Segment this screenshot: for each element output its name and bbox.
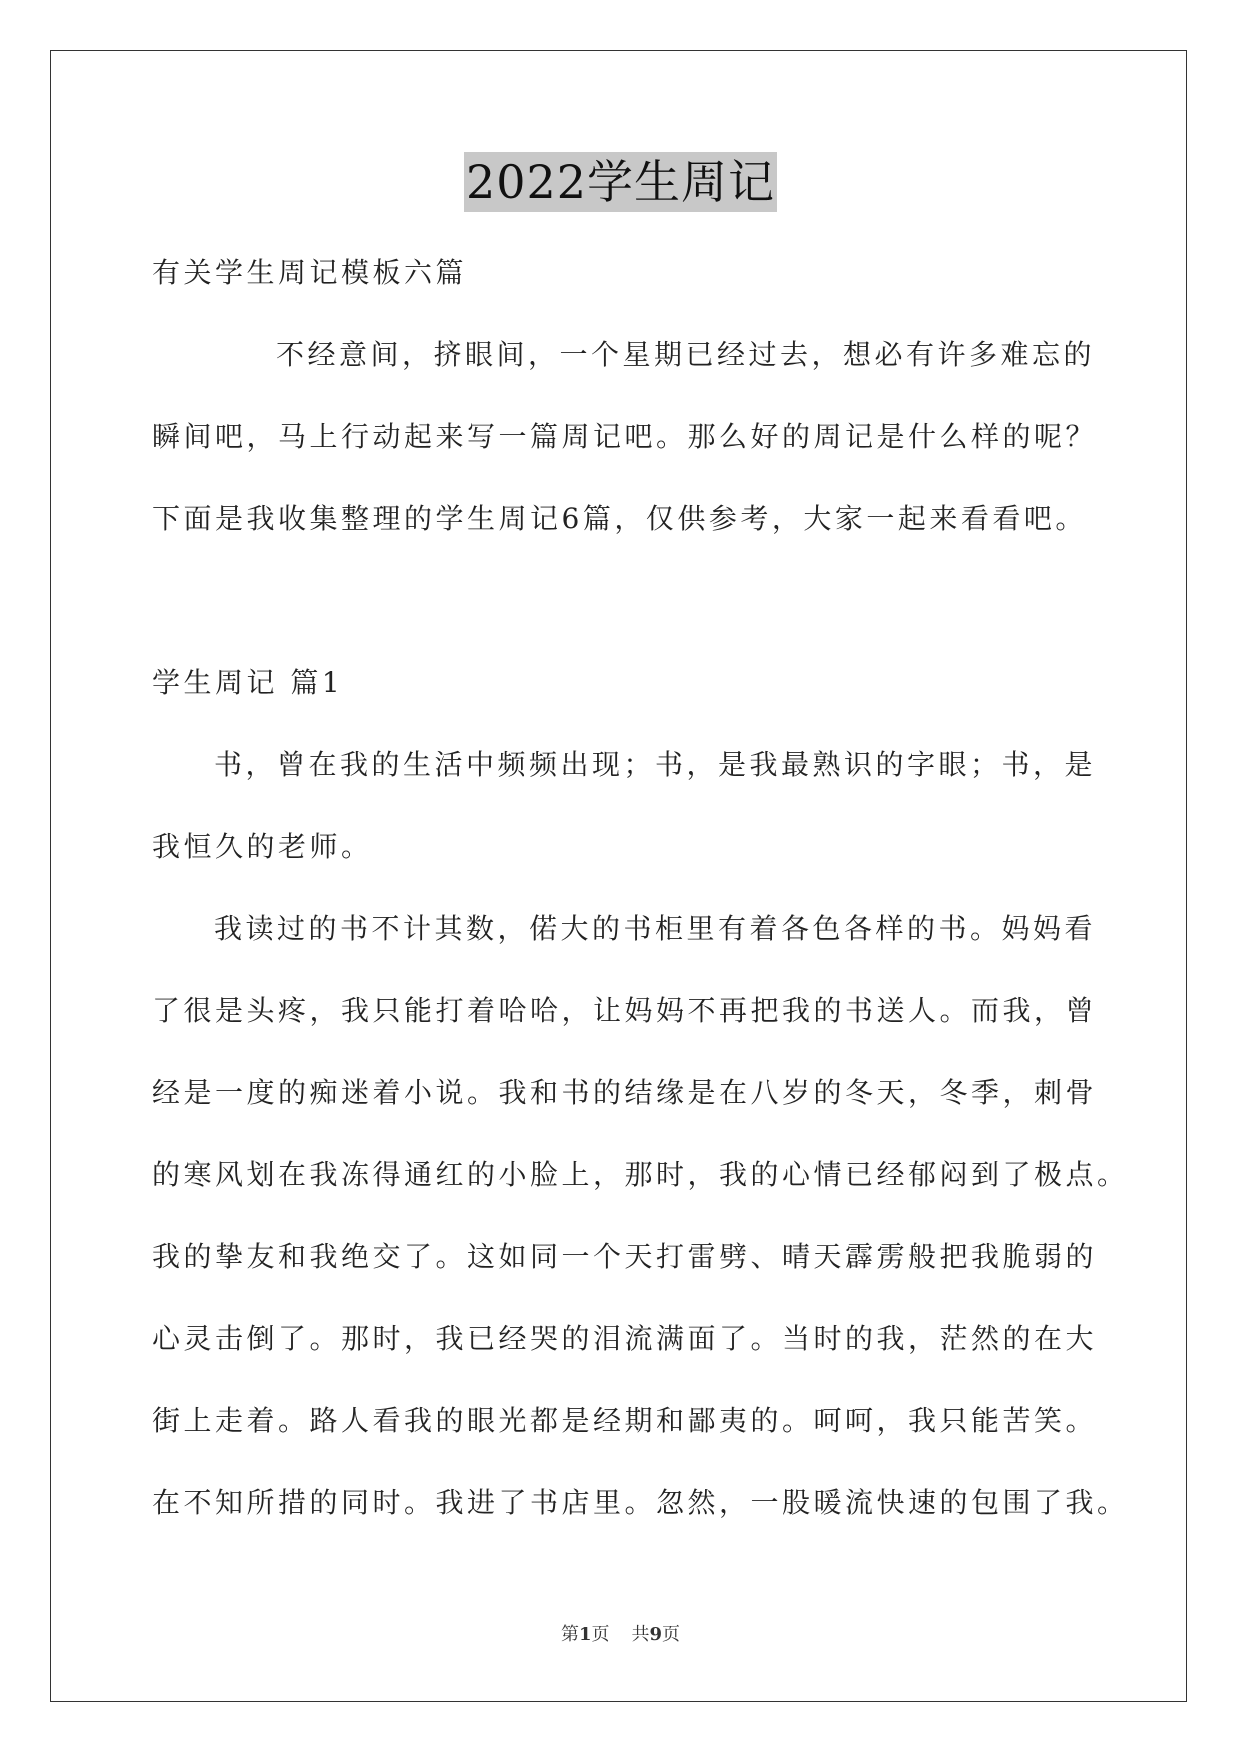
page-number: 1 [578, 1624, 592, 1645]
paragraph-line: 街上走着。路人看我的眼光都是经期和鄙夷的。呵呵，我只能苦笑。 [152, 1404, 1098, 1437]
document-body [152, 232, 1129, 1544]
paragraph-line: 我的挚友和我绝交了。这如同一个天打雷劈、晴天霹雳般把我脆弱的 [152, 1240, 1098, 1273]
page-footer [0, 1620, 1241, 1646]
paragraph-line: 心灵击倒了。那时，我已经哭的泪流满面了。当时的我，茫然的在大 [152, 1322, 1098, 1355]
section-heading: 学生周记 篇1 [152, 666, 344, 699]
paragraph-line: 了很是头疼，我只能打着哈哈，让妈妈不再把我的书送人。而我，曾 [152, 994, 1098, 1027]
total-prefix: 共 [631, 1624, 650, 1645]
intro-line: 瞬间吧，马上行动起来写一篇周记吧。那么好的周记是什么样的呢？ [152, 420, 1098, 453]
intro-subtitle: 有关学生周记模板六篇 [152, 256, 468, 289]
total-suffix: 页 [662, 1624, 681, 1645]
paragraph-line: 在不知所措的同时。我进了书店里。忽然，一股暖流快速的包围了我。 [152, 1486, 1129, 1519]
paragraph-line: 我恒久的老师。 [152, 830, 373, 863]
document-title: 2022学生周记 [464, 152, 777, 212]
blank-line [152, 560, 1092, 642]
intro-line: 不经意间，挤眼间，一个星期已经过去，想必有许多难忘的 [276, 338, 1096, 371]
page-suffix: 页 [591, 1624, 610, 1645]
paragraph-line: 的寒风划在我冻得通红的小脸上，那时，我的心情已经郁闷到了极点。 [152, 1158, 1129, 1191]
total-pages: 9 [649, 1624, 663, 1645]
intro-line: 下面是我收集整理的学生周记6篇，仅供参考，大家一起来看看吧。 [152, 502, 1087, 535]
page-prefix: 第 [560, 1624, 579, 1645]
paragraph-line: 书，曾在我的生活中频频出现；书，是我最熟识的字眼；书，是 [214, 748, 1097, 781]
paragraph-line: 我读过的书不计其数，偌大的书柜里有着各色各样的书。妈妈看 [214, 912, 1097, 945]
paragraph-line: 经是一度的痴迷着小说。我和书的结缘是在八岁的冬天，冬季，刺骨 [152, 1076, 1098, 1109]
title-container [0, 152, 1241, 212]
